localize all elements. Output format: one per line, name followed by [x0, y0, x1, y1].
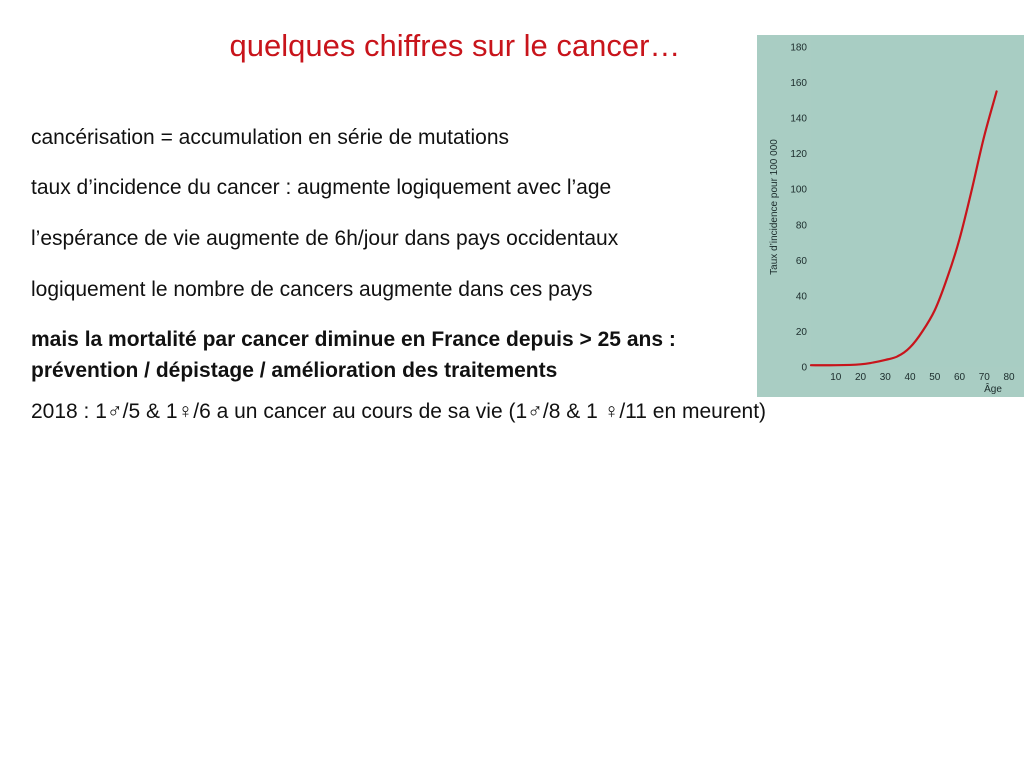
plot-area [811, 35, 1024, 367]
incidence-chart-svg [757, 35, 1024, 397]
x-tick-label: 30 [879, 372, 891, 383]
y-tick-label: 140 [790, 113, 807, 125]
y-tick-label: 80 [795, 220, 807, 232]
y-tick-label: 100 [790, 184, 807, 196]
y-tick-label: 20 [795, 326, 807, 338]
x-axis-title: Âge [984, 384, 1002, 395]
incidence-chart [757, 35, 1024, 397]
y-tick-label: 40 [795, 291, 807, 303]
bullet-line: l’espérance de vie augmente de 6h/jour dans pays occidentaux [31, 227, 619, 250]
y-tick-label: 60 [795, 255, 807, 267]
bullet-line: cancérisation = accumulation en série de mutations [31, 126, 510, 149]
x-tick-label: 70 [978, 372, 990, 383]
y-tick-label: 0 [801, 362, 807, 374]
x-tick-label: 50 [929, 372, 941, 383]
slide-title: quelques chiffres sur le cancer… [229, 28, 681, 63]
x-tick-label: 40 [904, 372, 916, 383]
x-tick-label: 60 [953, 372, 966, 383]
y-tick-label: 120 [790, 149, 807, 161]
statistics-line: 2018 : 1♂/5 & 1♀/6 a un cancer au cours de sa vie (1♂/8 & 1 ♀/11 en meurent) [31, 400, 767, 423]
x-tick-label: 10 [830, 372, 842, 383]
bullet-line: logiquement le nombre de cancers augmente dans ces pays [31, 278, 593, 301]
bullet-line: taux d’incidence du cancer : augmente logiquement avec l’age [31, 176, 612, 199]
x-tick-label: 80 [1003, 372, 1015, 383]
x-tick-label: 20 [854, 372, 867, 383]
y-axis-title: Taux d’incidence pour 100 000 [769, 139, 780, 275]
emphasis-line: mais la mortalité par cancer diminue en France depuis > 25 ans : [31, 328, 676, 351]
y-tick-label: 180 [790, 42, 807, 54]
emphasis-line: prévention / dépistage / amélioration des traitements [31, 359, 558, 382]
y-tick-label: 160 [790, 78, 807, 90]
